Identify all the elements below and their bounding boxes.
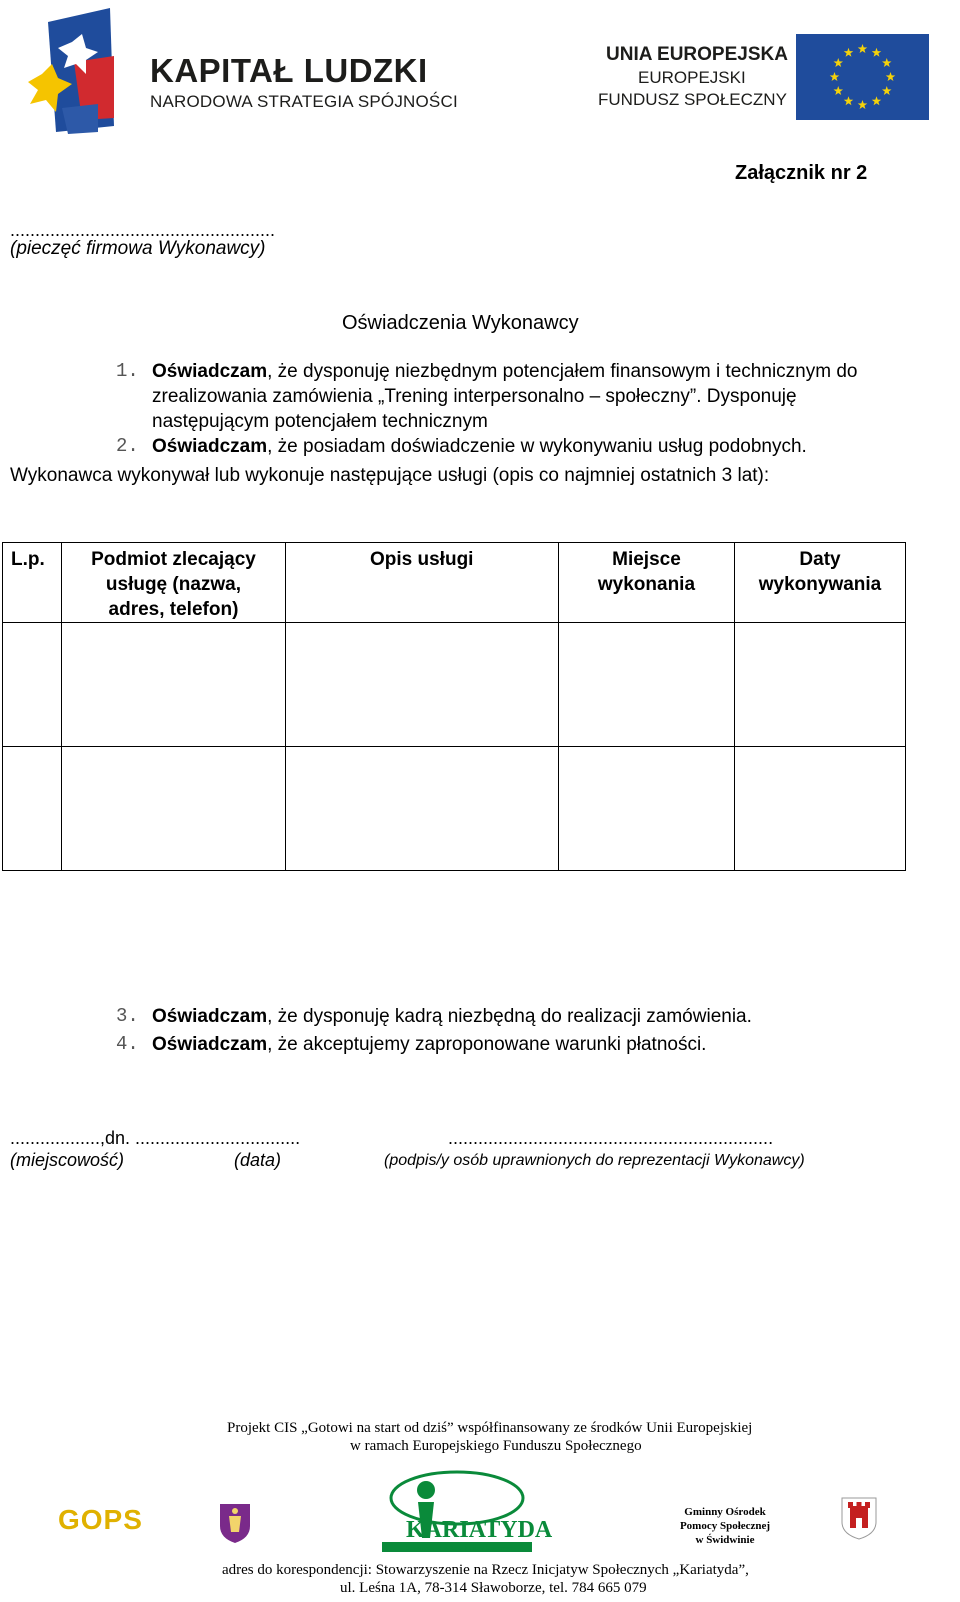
- gops-center-line-1: Gminny Ośrodek: [684, 1506, 766, 1518]
- eu-flag-icon: [796, 34, 929, 120]
- footer-project-line-1: Projekt CIS „Gotowi na start od dziś” współfinansowany ze środków Unii Europejskiej: [227, 1420, 753, 1436]
- stamp-dots: .....................................................: [10, 220, 276, 240]
- header-place-line-1: Miejsce: [612, 549, 681, 570]
- statement-3-text: , że dysponuję kadrą niezbędną do realizacji zamówienia.: [267, 1006, 752, 1027]
- header-client-line-3: adres, telefon): [108, 599, 239, 620]
- footer-address-line-2: ul. Leśna 1A, 78-314 Sławoborze, tel. 784 665 079: [340, 1580, 647, 1596]
- statement-2: [0, 434, 960, 459]
- table-cell[interactable]: [558, 747, 734, 871]
- header-place: [558, 543, 734, 623]
- statement-3-line: [152, 1004, 752, 1029]
- header-place-line-2: wykonania: [597, 574, 696, 595]
- signature-label: (podpis/y osób uprawnionych do reprezentacji Wykonawcy): [384, 1152, 805, 1169]
- services-table-header-row: [3, 543, 906, 623]
- table-cell[interactable]: [62, 623, 285, 747]
- table-cell[interactable]: [285, 623, 558, 747]
- header-dates: [735, 543, 906, 623]
- statement-3-number: 3.: [116, 1005, 139, 1027]
- statement-1-line-1: [152, 359, 857, 384]
- eu-logo-line-2: EUROPEJSKI: [638, 68, 746, 87]
- gops-center-name: [670, 1505, 780, 1547]
- footer-address-line-1: adres do korespondencji: Stowarzyszenie na Rzecz Inicjatyw Społecznych „Kariatyda”,: [222, 1562, 749, 1578]
- kariatyda-logo-subtitle: Stowarzyszenie na Rzecz Inicjatyw Społecznych: [406, 1546, 514, 1552]
- header-client: [62, 543, 285, 623]
- kariatyda-logo-text: KARIATYDA: [406, 1517, 553, 1543]
- table-cell[interactable]: [3, 623, 62, 747]
- header-client-line-1: Podmiot zlecający: [91, 549, 256, 570]
- statement-1-line-2: zrealizowania zamówienia „Trening interpersonalno – społeczny”. Dysponuję: [152, 386, 797, 407]
- signature-dots: .................................................................: [448, 1128, 774, 1148]
- table-cell[interactable]: [62, 747, 285, 871]
- eu-logo-line-1: UNIA EUROPEJSKA: [606, 44, 788, 65]
- statement-4: [0, 1032, 960, 1057]
- statement-3-lead: Oświadczam: [152, 1006, 268, 1027]
- statement-1-text: , że dysponuję niezbędnym potencjałem finansowym i technicznym do: [267, 361, 858, 382]
- kapital-ludzki-logo: [28, 8, 118, 143]
- header-dates-line-1: Daty: [799, 549, 841, 570]
- place-date-dots: ..................,dn. .................................: [10, 1128, 301, 1148]
- statement-4-text: , że akceptujemy zaproponowane warunki płatności.: [267, 1034, 707, 1055]
- statement-4-number: 4.: [116, 1033, 139, 1055]
- table-cell[interactable]: [735, 747, 906, 871]
- statement-4-lead: Oświadczam: [152, 1034, 268, 1055]
- eu-logo-line-3: FUNDUSZ SPOŁECZNY: [598, 90, 787, 109]
- table-cell[interactable]: [3, 747, 62, 871]
- gops-center-line-3: w Świdwinie: [695, 1534, 755, 1546]
- statement-3: [0, 1004, 960, 1029]
- statement-2-number: 2.: [116, 435, 139, 457]
- kapital-ludzki-subtitle: NARODOWA STRATEGIA SPÓJNOŚCI: [150, 92, 458, 111]
- gops-center-line-2: Pomocy Społecznej: [679, 1520, 771, 1532]
- statement-1-number: 1.: [116, 360, 139, 382]
- statement-2-text: , że posiadam doświadczenie w wykonywaniu usług podobnych.: [267, 436, 807, 457]
- header-description: [285, 543, 558, 623]
- gops-logo: GOPS: [58, 1504, 143, 1535]
- footer-project-line-2: w ramach Europejskiego Funduszu Społecznego: [350, 1438, 642, 1454]
- stamp-label: (pieczęć firmowa Wykonawcy): [10, 238, 266, 259]
- statement-1: [0, 359, 960, 434]
- table-cell[interactable]: [735, 623, 906, 747]
- table-cell[interactable]: [285, 747, 558, 871]
- municipality-coat-of-arms-icon: [218, 1502, 252, 1544]
- header-lp-text: L.p.: [11, 549, 45, 570]
- statement-1-line-3: następującym potencjałem technicznym: [152, 411, 488, 432]
- place-label: (miejscowość): [10, 1150, 125, 1170]
- services-table: [2, 542, 906, 871]
- document-title: Oświadczenia Wykonawcy: [342, 312, 579, 334]
- kapital-ludzki-title: KAPITAŁ LUDZKI: [150, 52, 428, 89]
- attachment-number: Załącznik nr 2: [735, 162, 868, 184]
- header-client-line-2: usługę (nazwa,: [105, 574, 242, 595]
- table-row: [3, 623, 906, 747]
- swidwin-coat-of-arms-icon: [840, 1496, 878, 1540]
- statement-4-line: [152, 1032, 706, 1057]
- services-intro: Wykonawca wykonywał lub wykonuje następujące usługi (opis co najmniej ostatnich 3 lat):: [10, 465, 770, 486]
- statement-2-line: [152, 434, 807, 459]
- date-label: (data): [234, 1150, 282, 1170]
- header-lp: [3, 543, 62, 623]
- statement-2-lead: Oświadczam: [152, 436, 268, 457]
- statement-1-lead: Oświadczam: [152, 361, 268, 382]
- header-description-text: Opis usługi: [370, 549, 474, 570]
- header-dates-line-2: wykonywania: [758, 574, 882, 595]
- table-row: [3, 747, 906, 871]
- table-cell[interactable]: [558, 623, 734, 747]
